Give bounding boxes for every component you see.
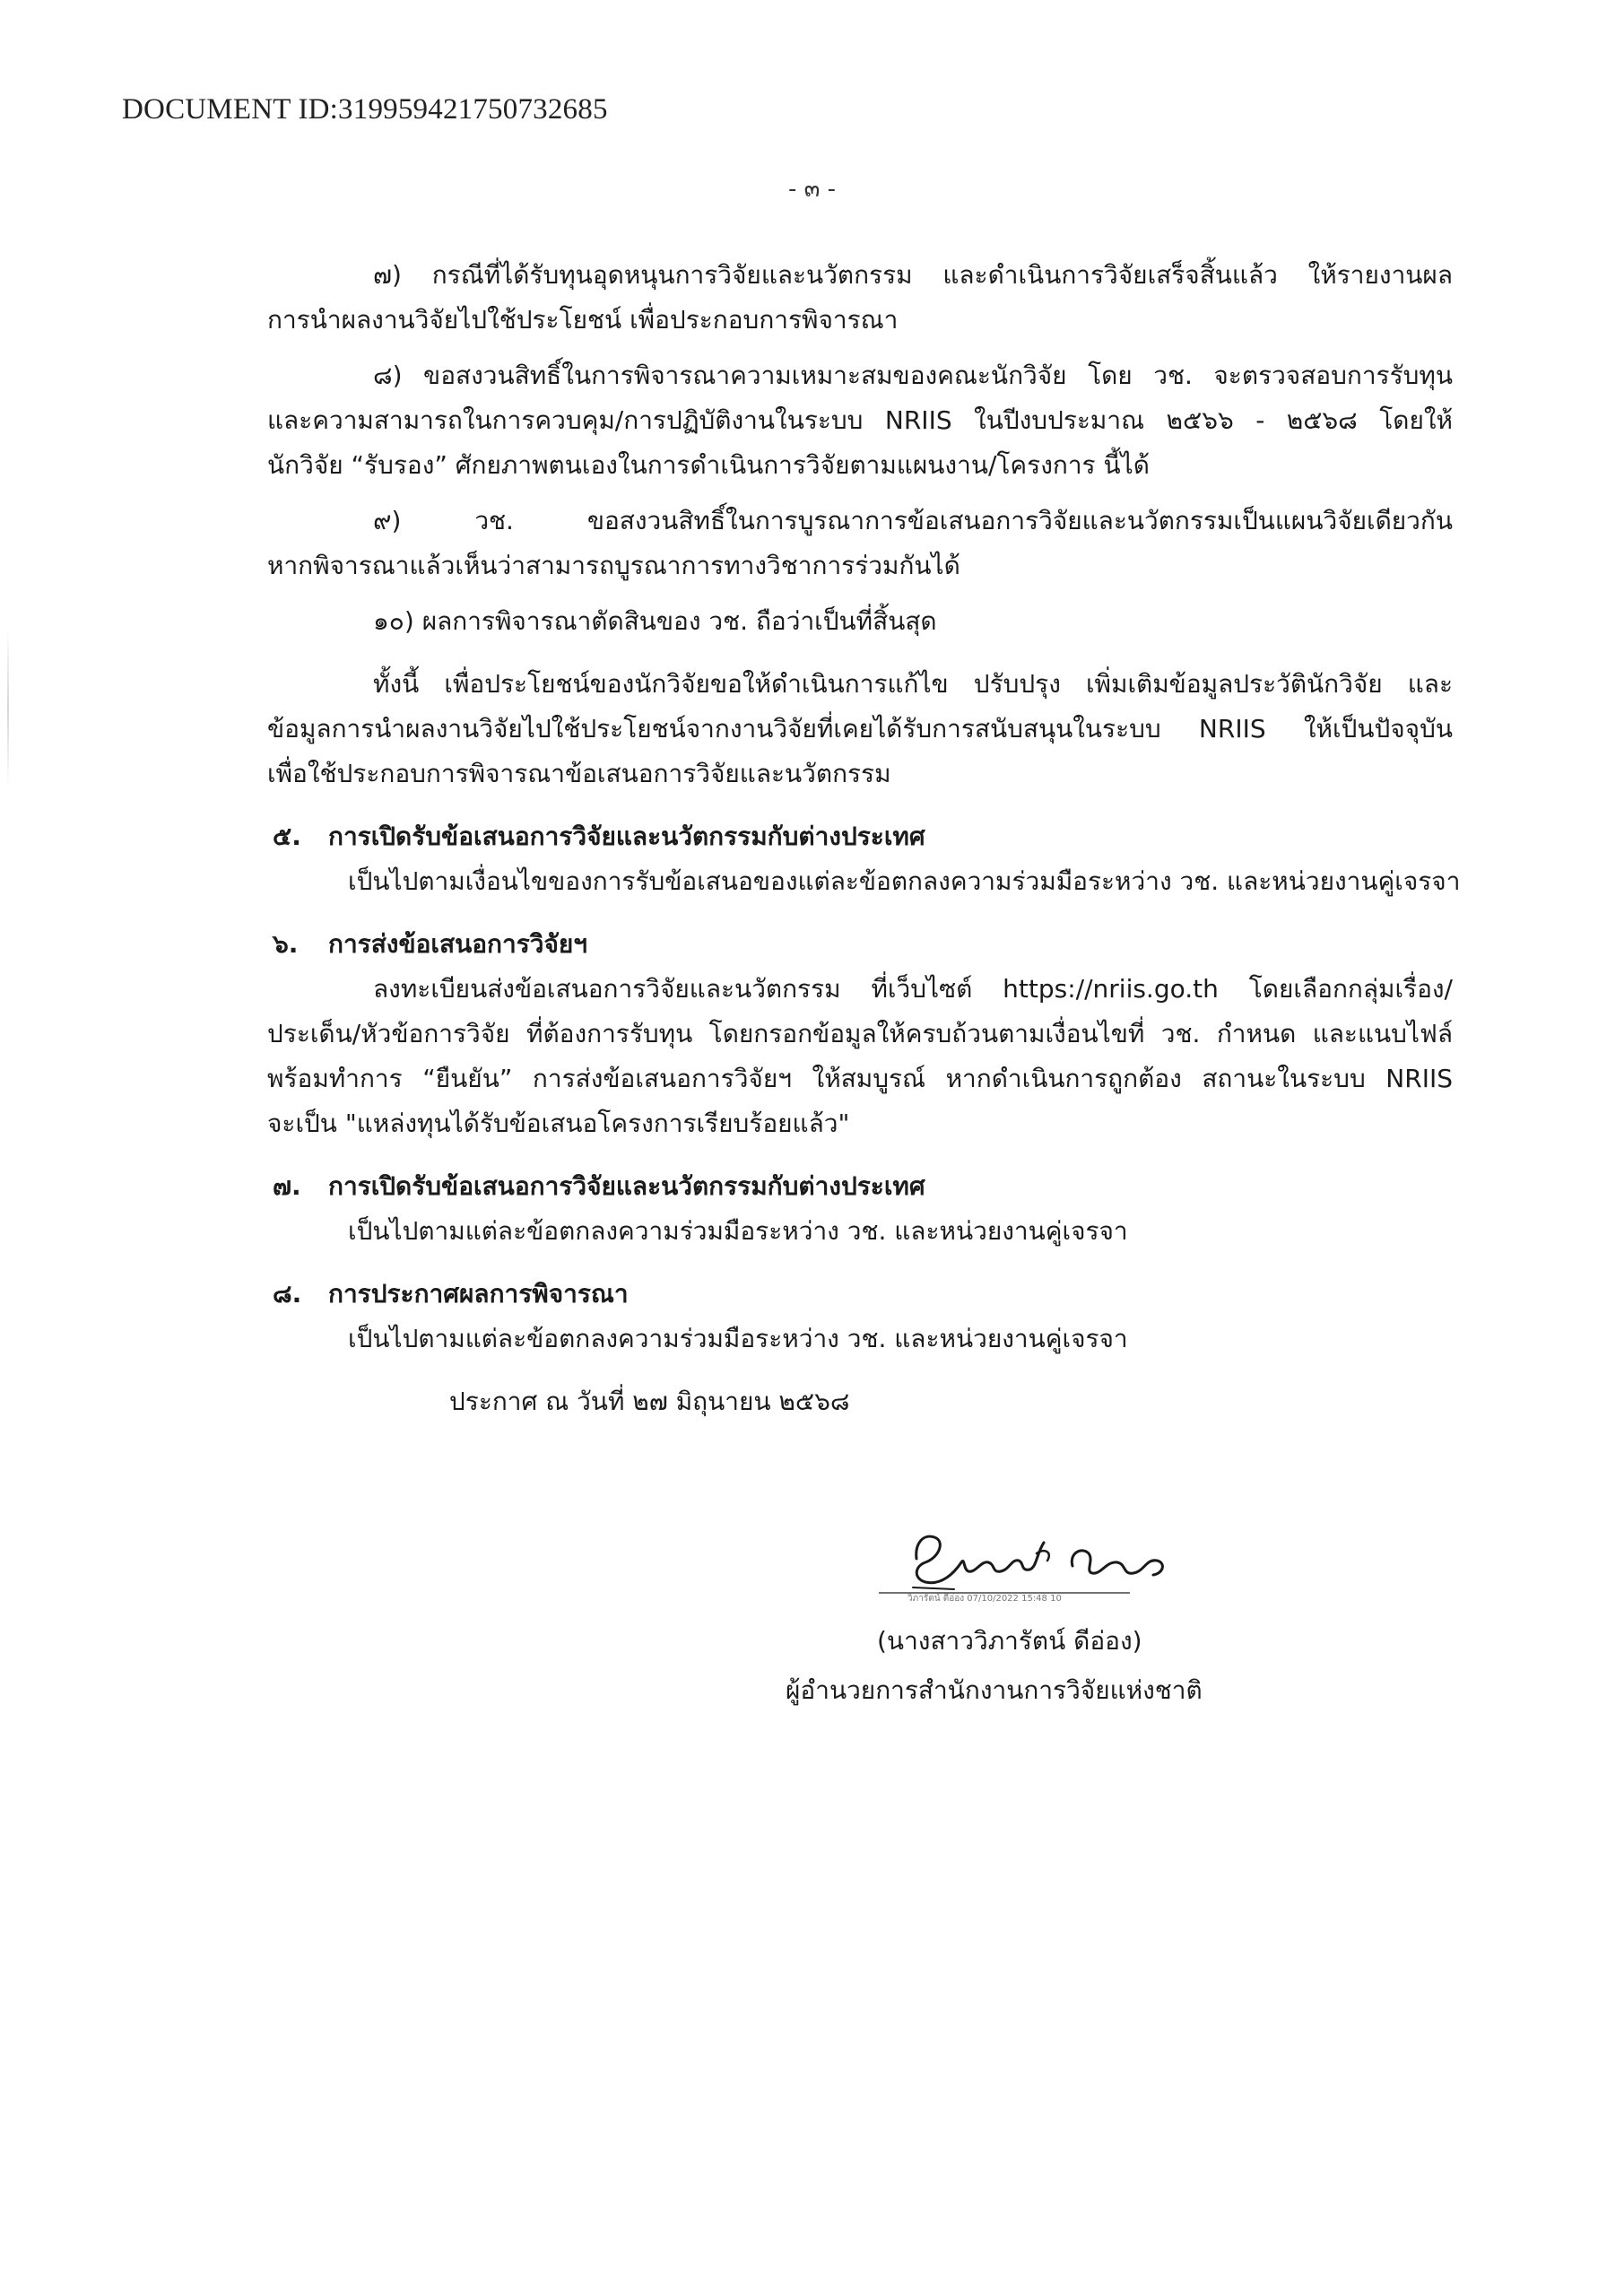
section-6-body-line-1: ลงทะเบียนส่งข้อเสนอการวิจัยและนวัตกรรม ที่เว็บไซต์ https://nriis.go.th โดยเลือกกลุ่มเรื่อง/ [373, 974, 1453, 1004]
section-6-body-line-3: พร้อมทำการ “ยืนยัน” การส่งข้อเสนอการวิจัยฯ ให้สมบูรณ์ หากดำเนินการถูกต้อง สถานะในระบบ NRIIS [267, 1064, 1453, 1093]
item-8-line-2: และความสามารถในการควบคุม/การปฏิบัติงานในระบบ NRIIS ในปีงบประมาณ ๒๕๖๖ - ๒๕๖๘ โดยให้ [267, 405, 1453, 435]
item-8-line-1: ๘) ขอสงวนสิทธิ์ในการพิจารณาความเหมาะสมของคณะนักวิจัย โดย วช. จะตรวจสอบการรับทุน [373, 361, 1453, 390]
note-line-1: ทั้งนี้ เพื่อประโยชน์ของนักวิจัยขอให้ดำเนินการแก้ไข ปรับปรุง เพิ่มเติมข้อมูลประวัตินักวิจัย และ [373, 669, 1453, 699]
section-6-number: ๖. [273, 929, 299, 959]
section-8-body: เป็นไปตามแต่ละข้อตกลงความร่วมมือระหว่าง วช. และหน่วยงานคู่เจรจา [348, 1324, 1128, 1353]
item-10: ๑๐) ผลการพิจารณาตัดสินของ วช. ถือว่าเป็นที่สิ้นสุด [373, 606, 937, 636]
section-5-body: เป็นไปตามเงื่อนไขของการรับข้อเสนอของแต่ละข้อตกลงความร่วมมือระหว่าง วช. และหน่วยงานคู่เจรจา [348, 866, 1461, 896]
note-line-3: เพื่อใช้ประกอบการพิจารณาข้อเสนอการวิจัยและนวัตกรรม [267, 759, 891, 788]
section-5-heading [267, 814, 1453, 859]
section-8-title: การประกาศผลการพิจารณา [328, 1279, 629, 1309]
document-body [267, 253, 1461, 1424]
item-9-line-2: หากพิจารณาแล้วเห็นว่าสามารถบูรณาการทางวิชาการร่วมกันได้ [267, 551, 960, 580]
section-6-body-line-2: ประเด็น/หัวข้อการวิจัย ที่ต้องการรับทุน โดยกรอกข้อมูลให้ครบถ้วนตามเงื่อนไขที่ วช. กำหนด และแนบไฟล์ [267, 1019, 1453, 1048]
section-6-body-line-4: จะเป็น "แหล่งทุนได้รับข้อเสนอโครงการเรียบร้อยแล้ว" [267, 1109, 850, 1138]
item-7-line-1: ๗) กรณีที่ได้รับทุนอุดหนุนการวิจัยและนวัตกรรม และดำเนินการวิจัยเสร็จสิ้นแล้ว ให้รายงานผล [373, 260, 1453, 290]
section-6-title: การส่งข้อเสนอการวิจัยฯ [328, 929, 588, 959]
document-id: DOCUMENT ID:319959421750732685 [122, 93, 608, 126]
scan-margin-mark [7, 628, 9, 789]
signer-title: ผู้อำนวยการสำนักงานการวิจัยแห่งชาติ [786, 1675, 1203, 1705]
item-8-line-3: นักวิจัย “รับรอง” ศักยภาพตนเองในการดำเนินการวิจัยตามแผนงาน/โครงการ นี้ได้ [267, 450, 1150, 480]
section-6-heading [267, 922, 1453, 967]
note-line-2: ข้อมูลการนำผลงานวิจัยไปใช้ประโยชน์จากงานวิจัยที่เคยได้รับการสนับสนุนในระบบ NRIIS ให้เป็นปัจจุบัน [267, 714, 1453, 744]
section-7-number: ๗. [273, 1171, 301, 1201]
section-5-number: ๕. [273, 822, 301, 851]
item-9-line-1: ๙) วช. ขอสงวนสิทธิ์ในการบูรณาการข้อเสนอการวิจัยและนวัตกรรมเป็นแผนวิจัยเดียวกัน [373, 506, 1453, 535]
page-number: - ๓ - [787, 176, 837, 203]
section-8-heading [267, 1272, 1453, 1317]
section-7-title: การเปิดรับข้อเสนอการวิจัยและนวัตกรรมกับต่างประเทศ [328, 1171, 925, 1201]
signer-name: (นางสาววิภารัตน์ ดีอ่อง) [877, 1626, 1142, 1656]
signature-image [861, 1507, 1238, 1605]
section-7-heading [267, 1164, 1453, 1209]
item-7-line-2: การนำผลงานวิจัยไปใช้ประโยชน์ เพื่อประกอบการพิจารณา [267, 305, 899, 335]
section-5-title: การเปิดรับข้อเสนอการวิจัยและนวัตกรรมกับต่างประเทศ [328, 822, 925, 851]
section-7-body: เป็นไปตามแต่ละข้อตกลงความร่วมมือระหว่าง วช. และหน่วยงานคู่เจรจา [348, 1216, 1128, 1246]
section-8-number: ๘. [273, 1279, 302, 1309]
handwritten-signature [861, 1507, 1238, 1605]
signature-caption: วิภารัตน์ ดีอ่อง 07/10/2022 15:48 10 [908, 1594, 1062, 1604]
announcement-date: ประกาศ ณ วันที่ ๒๗ มิถุนายน ๒๕๖๘ [449, 1387, 850, 1416]
